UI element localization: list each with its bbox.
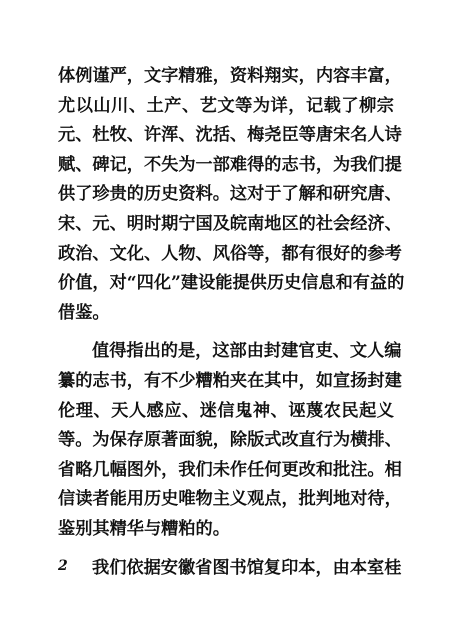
paragraph-3 (58, 554, 402, 584)
text-line: 借鉴。 (58, 302, 110, 323)
text-line: 尤以山川、土产、艺文等为详，记载了柳宗 (58, 95, 394, 116)
page-number: 2 (58, 558, 68, 574)
paragraph-1 (58, 62, 405, 328)
paragraph-2 (58, 337, 402, 544)
body-text (58, 62, 405, 583)
text-line: 鉴别其精华与糟粕的。 (58, 518, 230, 539)
text-line: 值得指出的是，这部由封建官吏、文人编 (92, 341, 402, 362)
text-line: 纂的志书，有不少糟粕夹在其中，如宣扬封建 (58, 370, 402, 391)
text-line: 等。为保存原著面貌，除版式改直行为横排、 (58, 430, 402, 451)
text-line: 供了珍贵的历史资料。这对于了解和研究唐、 (58, 184, 402, 205)
text-line: 省略几幅图外，我们未作任何更改和批注。相 (58, 459, 402, 480)
text-line: 价值，对“四化”建设能提供历史信息和有益的 (58, 273, 405, 294)
text-line: 政治、文化、人物、风俗等，都有很好的参考 (58, 243, 402, 264)
text-line: 体例谨严，文字精雅，资料翔实，内容丰富， (58, 66, 402, 86)
text-line: 宋、元、明时期宁国及皖南地区的社会经济、 (58, 213, 402, 234)
text-line: 伦理、天人感应、迷信鬼神、诬蔑农民起义 (58, 400, 394, 421)
text-line: 元、杜牧、许浑、沈括、梅尧臣等唐宋名人诗 (58, 125, 402, 146)
text-line: 信读者能用历史唯物主义观点，批判地对待， (58, 489, 402, 510)
text-line: 我们依据安徽省图书馆复印本，由本室桂 (92, 557, 402, 578)
text-line: 赋、碑记，不失为一部难得的志书，为我们提 (58, 154, 402, 175)
